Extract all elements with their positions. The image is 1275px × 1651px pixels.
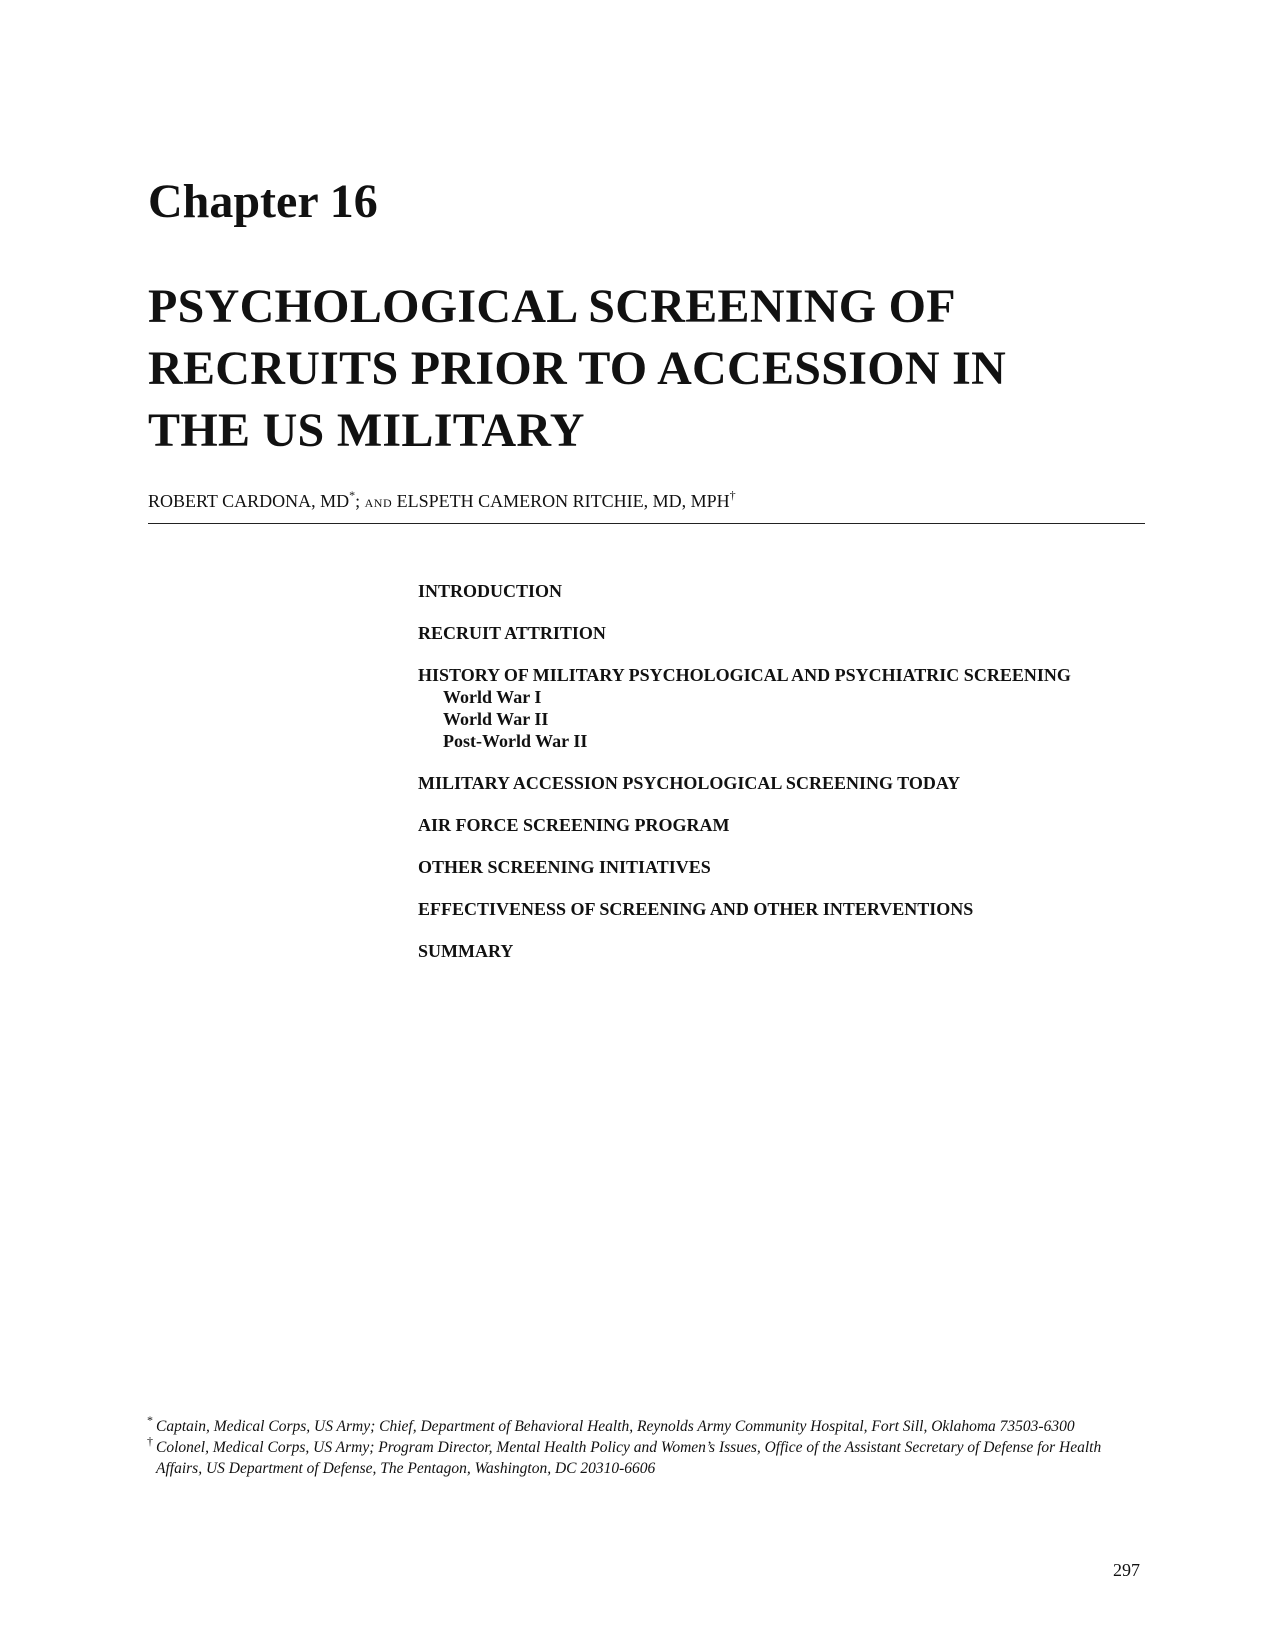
outline-item <box>418 622 1148 644</box>
outline-item <box>418 940 1148 962</box>
author-name: ELSPETH CAMERON RITCHIE, MD, MPH <box>396 491 730 511</box>
author-line <box>148 488 736 511</box>
outline-item <box>418 856 1148 878</box>
chapter-label: Chapter 16 <box>148 175 378 228</box>
footnote-text: Affairs, US Department of Defense, The Pentagon, Washington, DC 20310-6606 <box>156 1460 656 1477</box>
outline-item <box>418 898 1148 920</box>
outline-item-label: INTRODUCTION <box>418 581 563 601</box>
outline-subitems <box>418 686 1148 752</box>
page-number: 297 <box>1113 1560 1140 1580</box>
chapter-title-line: THE US MILITARY <box>148 404 585 457</box>
author-name: ROBERT CARDONA, MD <box>148 491 350 511</box>
chapter-title-line: RECRUITS PRIOR TO ACCESSION IN <box>148 342 1007 395</box>
footnotes <box>147 1413 1148 1479</box>
title-divider <box>148 523 1145 524</box>
footnote <box>147 1434 1148 1479</box>
footnote-marker: † <box>729 488 736 502</box>
footnote-marker: * <box>349 488 356 502</box>
footnote-text: Captain, Medical Corps, US Army; Chief, Department of Behavioral Health, Reynolds Army Community Hospital, Fort Sill, Oklahoma 73503-6300 <box>156 1418 1075 1435</box>
outline-item <box>418 580 1148 602</box>
outline-item-label: AIR FORCE SCREENING PROGRAM <box>418 815 730 835</box>
outline-subitem: World War I <box>443 687 542 707</box>
outline-item-label: RECRUIT ATTRITION <box>418 623 606 643</box>
outline-item-label: SUMMARY <box>418 941 514 961</box>
footnote-marker: † <box>147 1434 153 1448</box>
outline-item-label: OTHER SCREENING INITIATIVES <box>418 857 711 877</box>
footnote <box>147 1413 1148 1437</box>
outline-item-label: HISTORY OF MILITARY PSYCHOLOGICAL AND PSYCHIATRIC SCREENING <box>418 665 1071 685</box>
author-separator: ; <box>355 491 361 511</box>
chapter-title-line: PSYCHOLOGICAL SCREENING OF <box>148 280 956 333</box>
footnote-marker: * <box>147 1413 153 1427</box>
outline-item-label: MILITARY ACCESSION PSYCHOLOGICAL SCREENING TODAY <box>418 773 961 793</box>
outline-subitem: Post-World War II <box>443 731 588 751</box>
outline-item-label: EFFECTIVENESS OF SCREENING AND OTHER INTERVENTIONS <box>418 899 974 919</box>
author-conjunction: AND <box>364 496 393 510</box>
chapter-title <box>148 276 1148 462</box>
footnote-text: Colonel, Medical Corps, US Army; Program Director, Mental Health Policy and Women’s Issues, Office of the Assistant Secretary of Defense for Health <box>156 1439 1102 1456</box>
outline-item <box>418 814 1148 836</box>
chapter-outline <box>418 580 1148 982</box>
outline-subitem: World War II <box>443 709 549 729</box>
outline-item <box>418 772 1148 794</box>
outline-item <box>418 664 1148 752</box>
